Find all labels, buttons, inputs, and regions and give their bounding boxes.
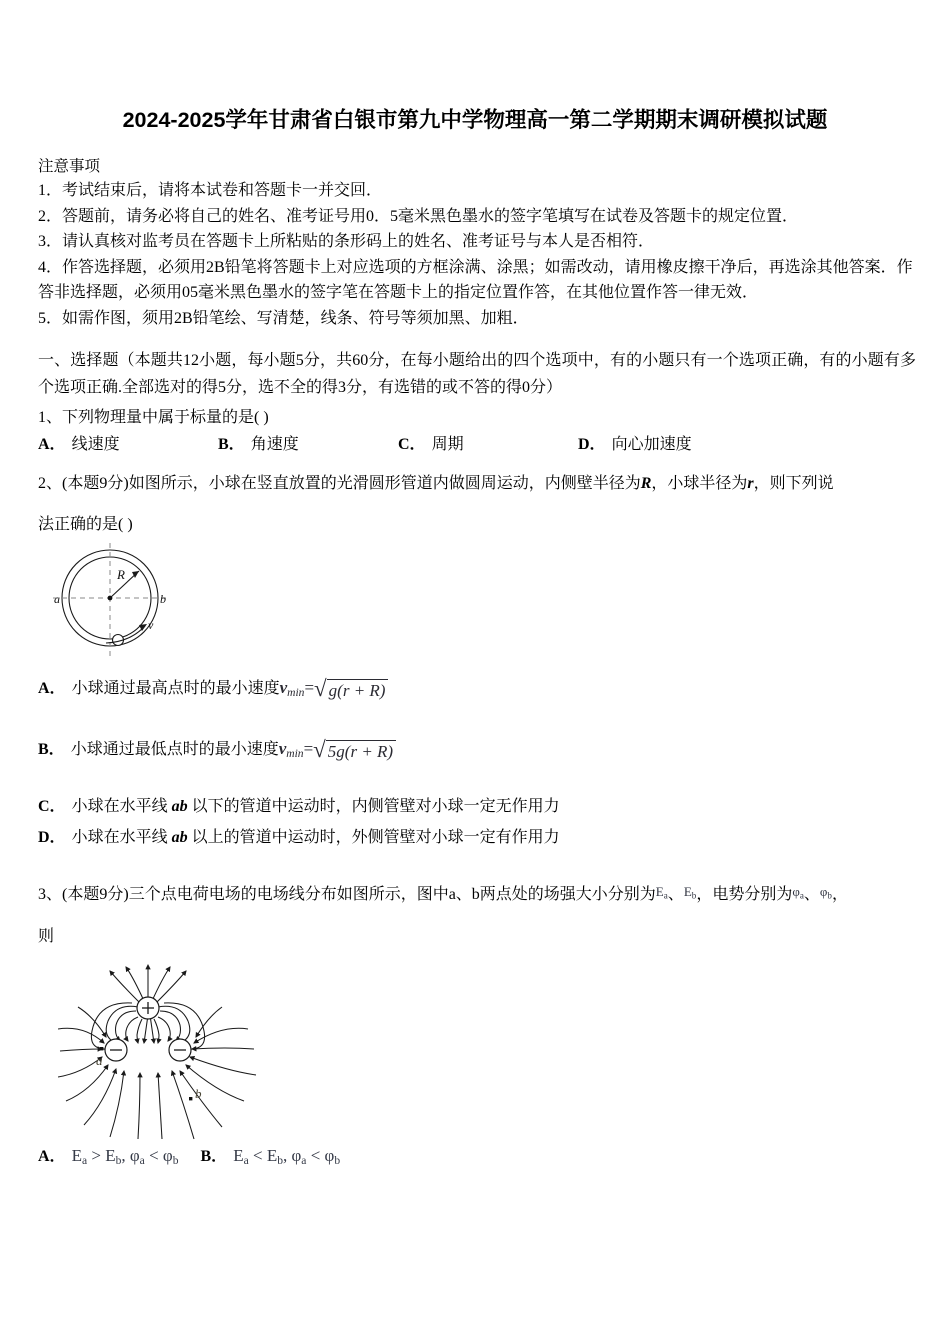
question-3-option-b[interactable] bbox=[201, 1143, 341, 1167]
symbol-phi: φ bbox=[792, 884, 800, 899]
point-a-label: a bbox=[96, 1053, 103, 1068]
question-2-number: 2、 bbox=[38, 475, 63, 492]
option-text: 线速度 bbox=[71, 436, 120, 453]
potential-a bbox=[792, 878, 804, 909]
question-3-options bbox=[38, 1143, 362, 1167]
point-b bbox=[189, 1086, 202, 1101]
question-2-var-r: r bbox=[747, 475, 754, 492]
option-letter: B． bbox=[38, 741, 65, 758]
subscript-b: b bbox=[334, 1154, 341, 1168]
symbol-E: E bbox=[71, 1146, 82, 1165]
velocity-label: v bbox=[148, 618, 154, 632]
symbol-E: E bbox=[266, 1146, 278, 1165]
page-title: 2024-2025学年甘肃省白银市第九中学物理高一第二学期期末调研模拟试题 bbox=[122, 108, 828, 132]
notices-section bbox=[38, 155, 918, 331]
relation-2: < bbox=[310, 1146, 321, 1165]
separator-1: 、 bbox=[667, 886, 684, 903]
circular-tube-diagram bbox=[48, 543, 218, 663]
option-text: 周期 bbox=[431, 436, 464, 453]
question-3-number: 3、 bbox=[38, 886, 63, 903]
question-1-option-c[interactable] bbox=[398, 431, 578, 454]
question-2-option-d[interactable] bbox=[38, 824, 918, 851]
question-3-text-a: 三个点电荷电场的电场线分布如图所示，图中a、b两点处的场强大小分别为 bbox=[128, 886, 656, 903]
square-root: √ 5g(r + R) bbox=[313, 740, 396, 761]
formula-equals: = bbox=[303, 739, 314, 758]
subscript-a: a bbox=[81, 1154, 88, 1168]
relation-2: < bbox=[149, 1146, 159, 1165]
radicand: 5g(r + R) bbox=[326, 740, 396, 761]
option-text-b: 以上的管道中运动时，外侧管壁对小球一定有作用力 bbox=[191, 829, 560, 846]
question-2-option-c[interactable] bbox=[38, 793, 918, 820]
symbol-phi: φ bbox=[291, 1146, 302, 1165]
option-letter: B． bbox=[218, 436, 245, 453]
option-text: 向心加速度 bbox=[611, 436, 692, 453]
symbol-E: E bbox=[233, 1146, 244, 1165]
charge-negative-left bbox=[105, 1039, 127, 1061]
option-text-a: 小球在水平线 bbox=[71, 829, 168, 846]
question-2-line-2: 法正确的是( ) bbox=[38, 516, 133, 533]
circular-tube-svg bbox=[48, 543, 218, 658]
question-2-score-tag: (本题9分) bbox=[62, 475, 129, 492]
square-root: √ g(r + R) bbox=[314, 679, 388, 700]
question-3-text-b: ，电势分别为 bbox=[696, 886, 793, 903]
subscript-a: a bbox=[301, 1154, 307, 1168]
option-text: 小球通过最低点时的最小速度 bbox=[70, 741, 279, 758]
formula-symbol: v bbox=[279, 678, 288, 697]
point-b-label: b bbox=[195, 1086, 202, 1101]
point-b-label: b bbox=[160, 592, 166, 606]
question-2-option-a[interactable] bbox=[38, 674, 918, 706]
subscript-a: a bbox=[243, 1154, 249, 1168]
question-1-number: 1、 bbox=[38, 409, 63, 426]
option-letter: C． bbox=[398, 436, 426, 453]
charge-positive bbox=[137, 997, 159, 1019]
radius-label: R bbox=[117, 567, 125, 582]
subscript-a: a bbox=[663, 890, 668, 901]
option-var-ab: ab bbox=[171, 798, 188, 815]
option-b-formula bbox=[279, 735, 396, 767]
question-1-option-d[interactable] bbox=[578, 431, 758, 454]
point-a-label: a bbox=[54, 592, 60, 606]
option-letter: D． bbox=[578, 436, 606, 453]
field-lines bbox=[58, 965, 256, 1139]
subscript-b: b bbox=[691, 890, 697, 901]
comma: , bbox=[121, 1146, 126, 1165]
subscript-b: b bbox=[277, 1154, 283, 1168]
notice-item-2: 2．答题前，请务必将自己的姓名、准考证号用0．5毫米黑色墨水的签字笔填写在试卷及答题卡的规定位置． bbox=[38, 207, 799, 225]
option-text-a: 小球在水平线 bbox=[71, 798, 168, 815]
subscript-a: a bbox=[799, 890, 804, 901]
option-a-formula bbox=[280, 674, 389, 706]
question-3-option-a[interactable] bbox=[38, 1143, 179, 1167]
comma: , bbox=[282, 1146, 288, 1165]
question-2-text-c: ，则下列说 bbox=[753, 475, 834, 492]
question-3-line-2: 则 bbox=[38, 928, 55, 946]
option-text: 角速度 bbox=[250, 436, 299, 453]
symbol-E: E bbox=[105, 1146, 116, 1165]
formula-equals: = bbox=[304, 678, 315, 697]
symbol-phi: φ bbox=[162, 1146, 173, 1165]
question-2-text-b: ，小球半径为 bbox=[651, 475, 748, 492]
option-text-b: 以下的管道中运动时，内侧管壁对小球一定无作用力 bbox=[191, 798, 560, 815]
question-2-stem bbox=[38, 470, 918, 538]
formula-symbol: v bbox=[278, 739, 287, 758]
subscript-b: b bbox=[115, 1154, 122, 1168]
option-letter: A． bbox=[38, 1148, 66, 1165]
notice-heading: 注意事项 bbox=[38, 158, 101, 175]
notice-item-1: 1．考试结束后，请将本试卷和答题卡一并交回． bbox=[38, 182, 383, 199]
electric-field-lines-diagram bbox=[58, 955, 308, 1145]
option-letter: A． bbox=[38, 680, 66, 697]
question-3-line-1 bbox=[38, 878, 918, 909]
option-letter: A． bbox=[38, 436, 66, 453]
question-2-var-R: R bbox=[640, 475, 652, 492]
subscript-b: b bbox=[827, 890, 832, 901]
question-2-text-a: 如图所示，小球在竖直放置的光滑圆形管道内做圆周运动，内侧壁半径为 bbox=[128, 475, 641, 492]
question-2-line-1 bbox=[38, 470, 918, 497]
symbol-E: E bbox=[683, 884, 692, 899]
section-heading-multiple-choice: 一、选择题（本题共12小题，每小题5分，共60分，在每小题给出的四个选项中，有的小题只有一个选项正确，有的小题有多个选项正确.全部选对的得5分，选不全的得3分，有选错的或不答的得0分） bbox=[38, 352, 916, 396]
option-letter: D． bbox=[38, 829, 66, 846]
field-strength-a bbox=[656, 878, 668, 909]
notice-item-5: 5．如需作图，须用2B铅笔绘、写清楚，线条、符号等须加黑、加粗． bbox=[38, 309, 529, 327]
question-1-text: 下列物理量中属于标量的是( ) bbox=[62, 409, 269, 426]
field-strength-b bbox=[684, 878, 697, 909]
question-1-option-a[interactable] bbox=[38, 431, 218, 454]
symbol-E: E bbox=[655, 884, 664, 899]
relation-1: < bbox=[252, 1146, 263, 1165]
subscript-a: a bbox=[139, 1154, 145, 1168]
question-3-score-tag: (本题9分) bbox=[62, 886, 129, 903]
question-3-text-c: ， bbox=[831, 886, 848, 903]
question-3-stem bbox=[38, 878, 918, 950]
option-letter: C． bbox=[38, 798, 66, 815]
question-1-options bbox=[38, 431, 918, 454]
symbol-phi: φ bbox=[129, 1146, 140, 1165]
symbol-phi: φ bbox=[819, 884, 828, 899]
field-lines-svg bbox=[58, 955, 308, 1140]
option-letter: B． bbox=[200, 1148, 228, 1165]
option-text: 小球通过最高点时的最小速度 bbox=[71, 680, 280, 697]
formula-subscript: min bbox=[287, 686, 305, 700]
question-2-option-b[interactable] bbox=[38, 735, 918, 767]
option-a-expression bbox=[72, 1146, 179, 1167]
radicand: g(r + R) bbox=[327, 679, 389, 700]
formula-subscript: min bbox=[286, 747, 304, 761]
subscript-b: b bbox=[172, 1154, 179, 1168]
question-1-option-b[interactable] bbox=[218, 431, 398, 454]
relation-1: > bbox=[91, 1146, 101, 1165]
notice-item-3: 3．请认真核对监考员在答题卡上所粘贴的条形码上的姓名、准考证号与本人是否相符． bbox=[38, 233, 655, 250]
notice-item-4: 4．作答选择题，必须用2B铅笔将答题卡上对应选项的方框涂满、涂黑；如需改动，请用橡皮擦干净后，再选涂其他答案．作答非选择题，必须用05毫米黑色墨水的签字笔在答题卡上的指定位置作答，在其他位置作答一律无效． bbox=[38, 258, 913, 301]
option-b-expression bbox=[233, 1146, 340, 1167]
symbol-phi: φ bbox=[324, 1146, 335, 1165]
question-1-stem bbox=[38, 404, 918, 431]
point-a bbox=[96, 1047, 103, 1068]
option-var-ab: ab bbox=[171, 829, 188, 846]
charge-negative-right bbox=[169, 1039, 191, 1061]
potential-b bbox=[820, 878, 832, 909]
separator-2: 、 bbox=[803, 886, 820, 903]
